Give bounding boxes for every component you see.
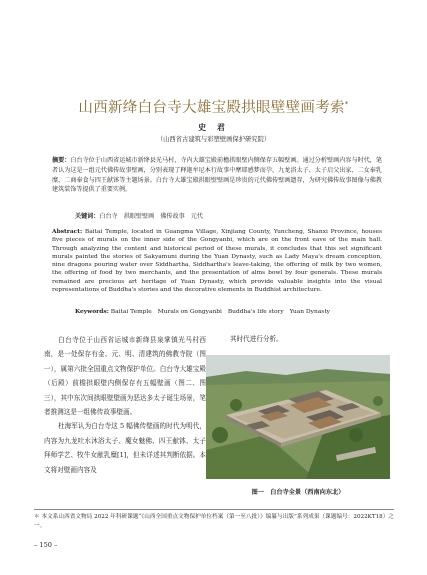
- title-footnote-mark: *: [344, 100, 349, 109]
- author-affiliation: （山西省古建筑与彩塑壁画保护研究院）: [156, 136, 271, 143]
- body-text-right-top: 其时代进行分析。: [230, 335, 283, 343]
- title-text: 山西新绛白台寺大雄宝殿拱眼壁壁画考索: [78, 100, 345, 116]
- footnote-divider: [34, 509, 394, 510]
- keywords-zh-text: 白台寺 拱眼壁壁画 佛传故事 元代: [99, 213, 203, 220]
- abstract-en: [52, 228, 382, 294]
- keywords-zh-label: 关键词：: [75, 213, 100, 220]
- author-name: 史 君: [198, 122, 229, 132]
- page-number: – 150 –: [34, 541, 58, 549]
- keywords-zh: [75, 212, 385, 222]
- article-title: [0, 96, 427, 117]
- temple-aerial-image: [206, 355, 390, 479]
- abstract-zh-text: 白台寺位于山西省运城市新绛县光马村，寺内大雄宝殿前檐拱眼壁内侧保存五幅壁画。通过分析壁画内容与时代，笔者认为这是一组元代佛传故事壁画，分别表现了释迦牟尼本行故事中摩耶感梦而孕、九龙浴太子、太子启父出家、二女奉乳糜、二商奉食与四王献钵等主题场景。白台寺大雄宝殿拱眼壁壁画是珍贵的元代佛传壁画遗存，为研究佛传故事图像与佛教建筑装饰等提供了重要实例。: [52, 157, 383, 194]
- temple-panorama-photo: [206, 355, 390, 479]
- abstract-zh: [52, 156, 382, 195]
- footnote: ＊ 本文系山西省文物局 2022 年科研课题“《山西全国重点文物保护单位档案（第一至八批）》编纂与出版”系列成果（课题编号：2022KT18）之一。: [34, 514, 394, 529]
- body-paragraph: 杜海军认为白台寺这 5 幅佛传壁画的时代为明代，内容为九龙吐水沐浴太子、魔女魅佛、四王献钵、太子拜师学艺、牧牛女献乳糜[1]，但未详述其判断依据。本文将对壁画内容及: [44, 422, 206, 474]
- keywords-en-label: Keywords:: [75, 308, 109, 315]
- abstract-en-label: Abstract:: [52, 228, 83, 235]
- abstract-en-text: Baitai Temple, located in Guangma Village, Xinjiang County, Yuncheng, Shanxi Province, houses five pieces of murals on the inner side of the Gongyanbi, which are on the front eave of the main hall. Through analyzing the content and historical period of these murals, it concludes that this set significant murals painted the stories of Sakyamuni during the Yuan Dynasty, such as Lady Maya's dream conception, nine dragons pouring water over Siddhartha, Siddhartha's leave-taking, the offering of milk by two women, the offering of food by two merchants, and the presentation of alms bowl by four generals. These murals remained are precious art heritage of Yuan Dynasty, which provide valuable insights into the visual representations of Buddha's stories and the decorative elements in Buddhist architecture.: [52, 229, 382, 294]
- body-text-left-column: [44, 333, 206, 477]
- keywords-en-text: Baitai Temple Murals on Gongyanbi Buddha's life story Yuan Dynasty: [110, 309, 331, 315]
- abstract-zh-label: 摘要：: [52, 157, 71, 164]
- body-paragraph: 白台寺位于山西省运城市新绛县泉掌镇光马村西南，是一处保存有金、元、明、清建筑的佛教寺院（图一），属第六批全国重点文物保护单位。白台寺大雄宝殿（后殿）前檐拱眼壁内侧保存有五幅壁画（图二、图三），其中东次间拱眼壁壁画为恶达多太子诞生场景，笔者推测这是一组佛传故事壁画。: [44, 336, 206, 417]
- keywords-en: [75, 307, 405, 318]
- figure-caption: 图一 白台寺全景（西南向东北）: [251, 489, 345, 496]
